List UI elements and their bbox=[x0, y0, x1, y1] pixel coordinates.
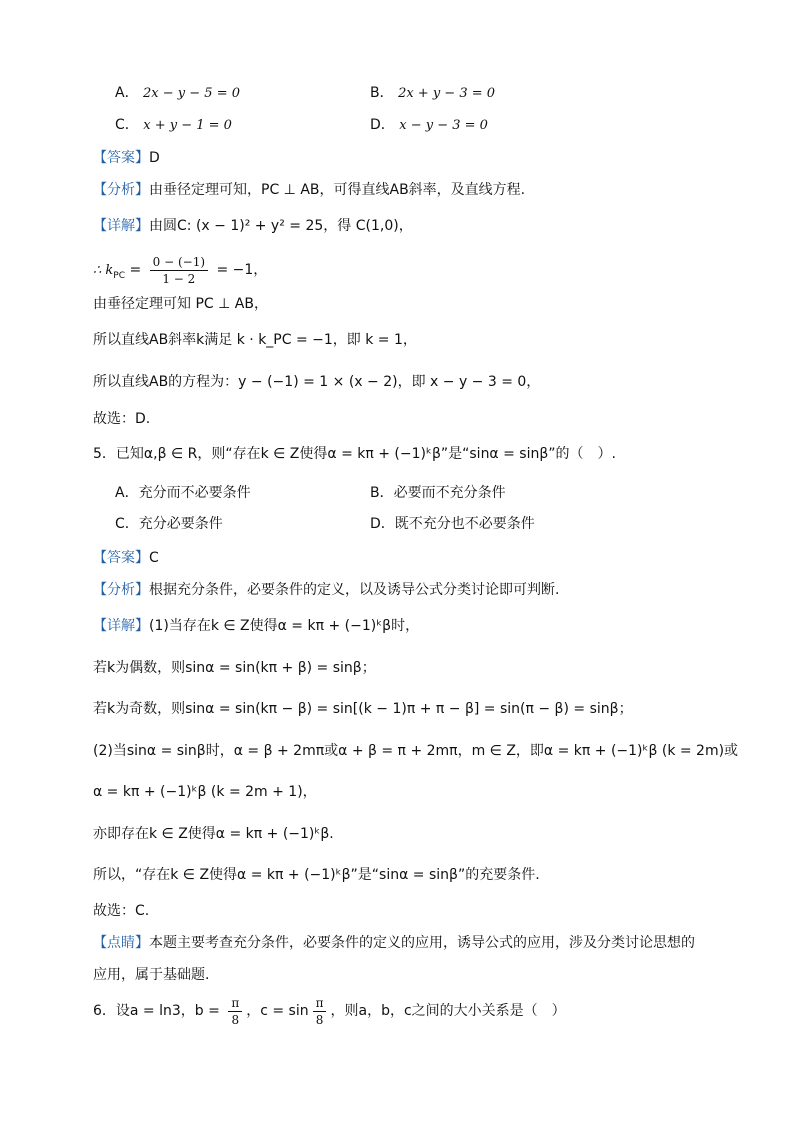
fraction-numerator: 0 − (−1) bbox=[150, 254, 208, 271]
answer-tag: 【答案】 bbox=[93, 550, 149, 566]
q5-detail-2 bbox=[93, 658, 376, 678]
q5-comment-2 bbox=[93, 965, 209, 985]
q5-comment-1 bbox=[93, 933, 695, 953]
detail-text: (1)当存在k ∈ Z使得α = kπ + (−1)ᵏβ时， bbox=[149, 618, 420, 634]
detail-text: 所以直线AB的方程为：y − (−1) = 1 × (x − 2)，即 x − y − 3 = 0， bbox=[93, 374, 541, 390]
q5-detail-1 bbox=[93, 616, 419, 636]
q5-detail-3 bbox=[93, 699, 633, 719]
q4-option-b bbox=[370, 83, 495, 104]
option-letter: B． bbox=[370, 85, 394, 101]
q4-option-a bbox=[115, 83, 240, 104]
detail-text: 所以直线AB斜率k满足 k · k_PC = −1，即 k = 1， bbox=[93, 332, 417, 348]
q4-analysis bbox=[93, 180, 525, 200]
q4-detail-1 bbox=[93, 216, 413, 236]
detail-text: (2)当sinα = sinβ时，α = β + 2mπ或α + β = π + 2mπ，m ∈ Z，即α = kπ + (−1)ᵏβ (k = 2m)或 bbox=[93, 743, 739, 759]
q5-option-c bbox=[115, 514, 223, 534]
detail-text: 由垂径定理可知 PC ⊥ AB， bbox=[93, 296, 268, 312]
q5-option-b bbox=[370, 483, 506, 503]
comment-tag: 【点睛】 bbox=[93, 935, 149, 951]
option-letter: A． bbox=[115, 485, 139, 501]
slope-fraction bbox=[150, 254, 208, 287]
detail-text: 所以，“存在k ∈ Z使得α = kπ + (−1)ᵏβ”是“sinα = sinβ”的充要条件. bbox=[93, 867, 540, 883]
answer-value: C bbox=[149, 550, 159, 566]
q5-answer bbox=[93, 548, 159, 568]
q5-detail-6 bbox=[93, 824, 334, 844]
q5-option-a bbox=[115, 483, 251, 503]
option-text: 2x + y − 3 = 0 bbox=[398, 86, 496, 101]
fraction-denominator: 8 bbox=[315, 1012, 324, 1027]
detail-text: 由圆C: (x − 1)² + y² = 25，得 C(1,0)， bbox=[149, 218, 413, 234]
answer-value: D bbox=[149, 150, 160, 166]
option-text: 必要而不充分条件 bbox=[393, 485, 506, 501]
equals: = bbox=[125, 262, 146, 278]
fraction-denominator: 8 bbox=[231, 1012, 240, 1027]
option-text: 充分而不必要条件 bbox=[138, 485, 251, 501]
option-text: 2x − y − 5 = 0 bbox=[143, 86, 240, 101]
choose-text: 故选：C. bbox=[93, 903, 150, 919]
option-text: 充分必要条件 bbox=[138, 516, 223, 532]
analysis-text: 根据充分条件，必要条件的定义，以及诱导公式分类讨论即可判断. bbox=[149, 582, 560, 598]
q4-detail-2 bbox=[93, 252, 267, 294]
q4-detail-3 bbox=[93, 294, 268, 314]
k-pc-label: ∴ k bbox=[93, 263, 114, 278]
q4-answer bbox=[93, 148, 160, 168]
fraction-numerator: π bbox=[313, 995, 327, 1012]
detail-text: 若k为奇数，则sinα = sin(kπ − β) = sin[(k − 1)π + π − β] = sin(π − β) = sinβ； bbox=[93, 701, 633, 717]
option-letter: C． bbox=[115, 516, 139, 532]
question-stem: 5．已知α,β ∈ R，则“存在k ∈ Z使得α = kπ + (−1)ᵏβ”是“sinα = sinβ”的（ ）. bbox=[93, 446, 616, 462]
detail-tag: 【详解】 bbox=[93, 218, 149, 234]
option-text: x + y − 1 = 0 bbox=[143, 118, 232, 133]
comment-text: 应用，属于基础题. bbox=[93, 967, 210, 983]
q5-detail-5 bbox=[93, 782, 317, 802]
q4-option-c bbox=[115, 115, 232, 136]
option-text: 既不充分也不必要条件 bbox=[394, 516, 535, 532]
q5-analysis bbox=[93, 580, 559, 600]
q5-detail-4 bbox=[93, 741, 738, 761]
answer-tag: 【答案】 bbox=[93, 150, 149, 166]
q5-choose bbox=[93, 901, 149, 921]
q5-stem bbox=[93, 444, 616, 464]
q6-stem bbox=[93, 994, 566, 1028]
b-fraction bbox=[228, 995, 242, 1028]
stem-prefix: 6．设a = ln3，b = bbox=[93, 1003, 225, 1019]
detail-text: 若k为偶数，则sinα = sin(kπ + β) = sinβ； bbox=[93, 660, 376, 676]
detail-suffix: = −1， bbox=[212, 262, 268, 278]
option-letter: D． bbox=[370, 516, 395, 532]
q4-option-d bbox=[370, 115, 488, 136]
q5-detail-7 bbox=[93, 865, 540, 885]
c-fraction bbox=[313, 995, 327, 1028]
comment-text: 本题主要考查充分条件，必要条件的定义的应用，诱导公式的应用，涉及分类讨论思想的 bbox=[149, 935, 695, 951]
detail-text: α = kπ + (−1)ᵏβ (k = 2m + 1)， bbox=[93, 784, 317, 800]
option-letter: D． bbox=[370, 117, 395, 133]
option-letter: C． bbox=[115, 117, 139, 133]
stem-suffix: ，则a，b，c之间的大小关系是（ ） bbox=[330, 1003, 566, 1019]
analysis-tag: 【分析】 bbox=[93, 182, 149, 198]
detail-tag: 【详解】 bbox=[93, 618, 149, 634]
choose-text: 故选：D. bbox=[93, 411, 151, 427]
analysis-tag: 【分析】 bbox=[93, 582, 149, 598]
stem-mid: ，c = sin bbox=[246, 1003, 309, 1019]
q4-detail-4 bbox=[93, 330, 417, 350]
k-pc-subscript: PC bbox=[113, 270, 125, 281]
q4-detail-5 bbox=[93, 372, 540, 392]
option-text: x − y − 3 = 0 bbox=[399, 118, 488, 133]
option-letter: B． bbox=[370, 485, 394, 501]
q5-option-d bbox=[370, 514, 535, 534]
fraction-denominator: 1 − 2 bbox=[162, 271, 196, 286]
q4-choose bbox=[93, 409, 150, 429]
option-letter: A． bbox=[115, 85, 139, 101]
analysis-text: 由垂径定理可知，PC ⊥ AB，可得直线AB斜率，及直线方程. bbox=[149, 182, 526, 198]
detail-text: 亦即存在k ∈ Z使得α = kπ + (−1)ᵏβ. bbox=[93, 826, 334, 842]
fraction-numerator: π bbox=[228, 995, 242, 1012]
